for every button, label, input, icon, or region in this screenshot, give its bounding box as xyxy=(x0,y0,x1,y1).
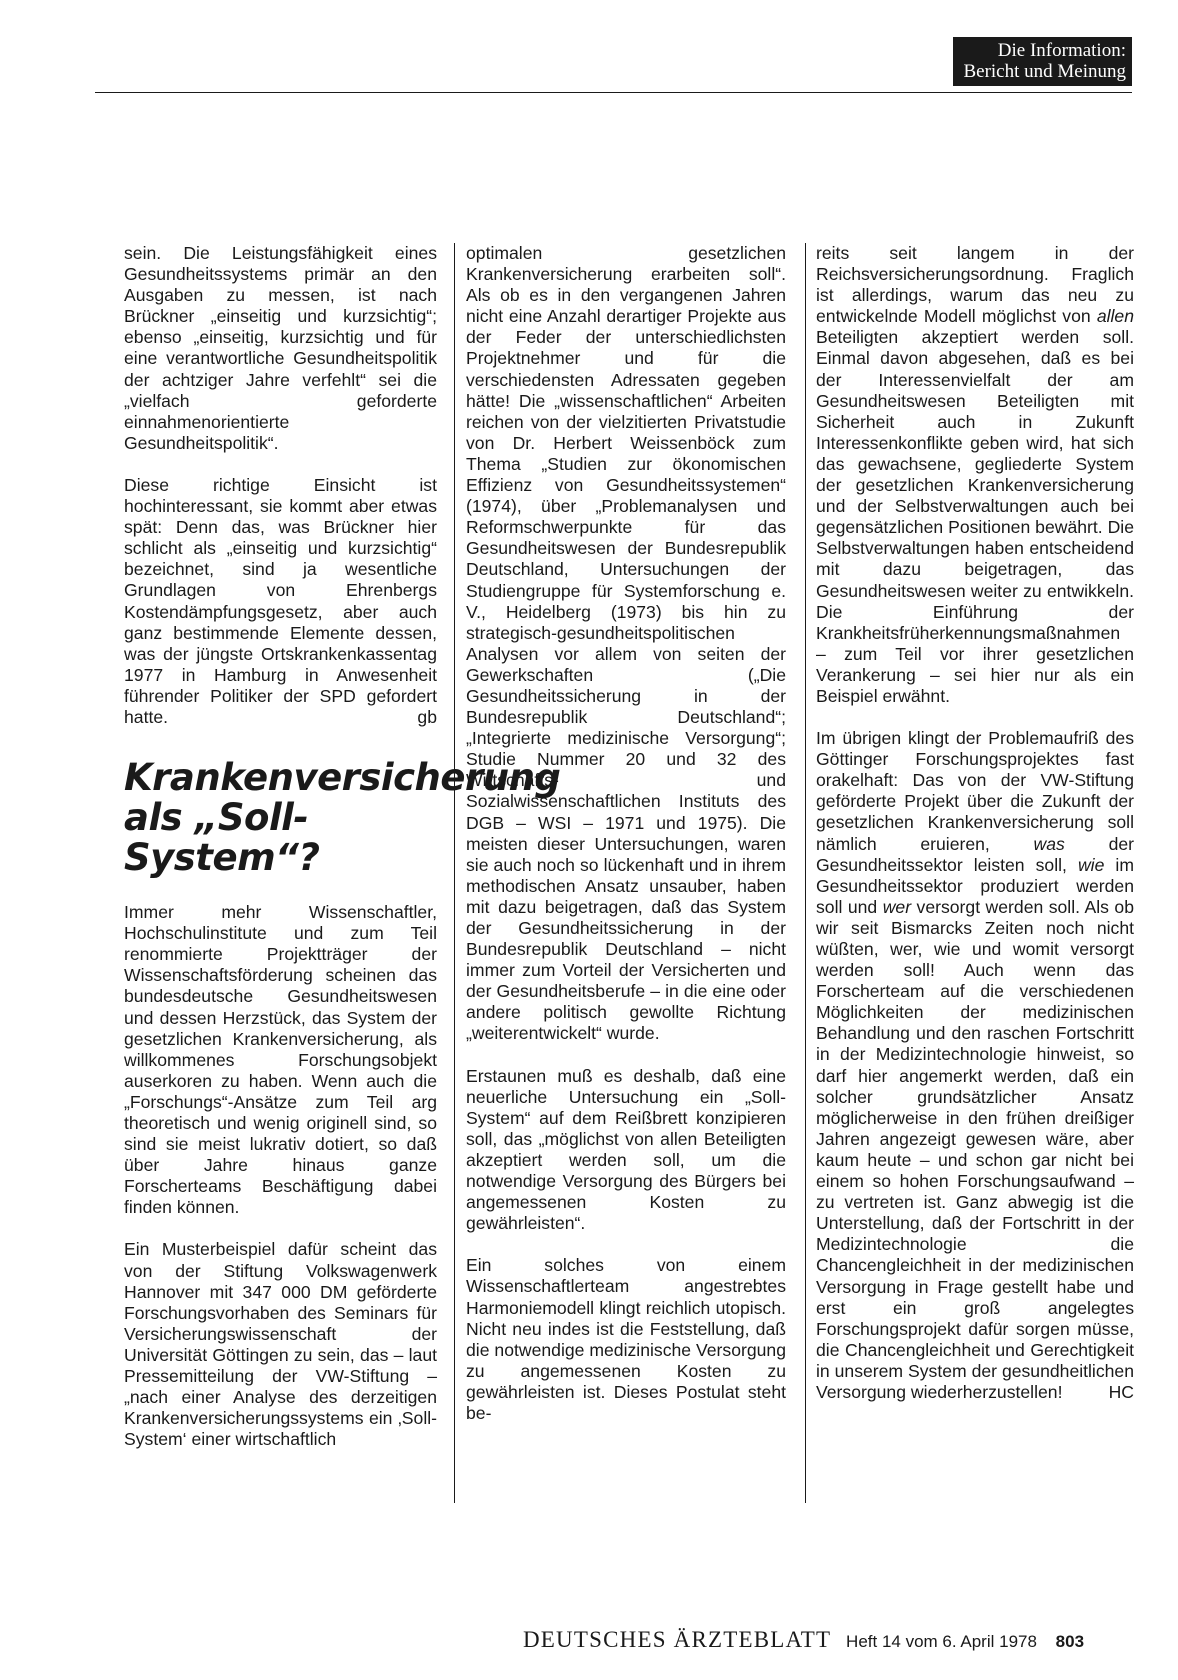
column-3 xyxy=(816,243,1134,1424)
text-run: im Gesundheitssektor produziert werden soll und xyxy=(816,854,1134,917)
column-divider-1 xyxy=(454,243,455,1503)
paragraph: Erstaunen muß es deshalb, daß eine neuerliche Untersuchung ein „Soll-System“ auf dem Reißbrett konzipieren soll, das „möglichst von allen Beteiligten akzeptiert werden soll, um die notwendige Versorgung des Bürgers bei angemessenen Kosten zu gewährleisten“. xyxy=(466,1065,786,1234)
paragraph xyxy=(124,475,437,728)
article-headline: Krankenversicherung als „Soll-System“? xyxy=(124,756,561,880)
emphasis: allen xyxy=(1096,306,1134,327)
text-run: reits seit langem in der Reichsversicherungsordnung. Fraglich ist allerdings, warum das neu zu entwickelnde Modell möglichst von xyxy=(816,243,1134,327)
page-number: 803 xyxy=(1055,1632,1085,1651)
text-run: versorgt werden soll. Als ob wir seit Bismarcks Zeiten noch nicht wüßten, wer, wie und womit versorgt werden soll! Auch wenn das Forscherteam auf die verschiedenen Möglichkeiten der medizinischen Behandlung und den raschen Fortschritt in der Medizintechnologie hinweist, so darf hier angemerkt werden, daß ein solcher grundsätzlicher Ansatz möglicherweise in den frühen dreißiger Jahren angezeigt gewesen wäre, aber kaum heute – und schon gar nicht bei einem so hohen Forschungsaufwand – zu vertreten ist. Ganz abwegig ist die Unterstellung, daß der Fortschritt in der Medizintechnologie die Chancengleichheit in der medizinischen Versorgung in Frage gestellt habe und erst ein groß angelegtes Forschungsprojekt dafür sorgen müsse, die Chancengleichheit und Gerechtigkeit in unserem System der gesundheitlichen Versorgung wiederherzustellen! xyxy=(816,896,1134,1402)
header-rule xyxy=(95,92,1132,93)
author-initials: gb xyxy=(417,706,437,727)
author-initials: HC xyxy=(1108,1381,1134,1402)
column-divider-2 xyxy=(805,243,806,1503)
rubric-line-2: Bericht und Meinung xyxy=(963,61,1126,82)
paragraph-text: Diese richtige Einsicht ist hochinteressant, sie kommt aber etwas spät: Denn das, was Brückner hier schlicht als „einseitig und kurzsichtig“ bezeichnet, sind ja wesentliche Grundlagen von Ehrenbergs Kostendämpfungsgesetz, aber auch ganz bestimmende Elemente dessen, was der jüngste Ortskrankenkassentag 1977 in Hamburg in Anwesenheit führender Politiker der SPD gefordert hatte. xyxy=(124,474,437,727)
text-run: Im übrigen klingt der Problemaufriß des Göttinger Forschungsprojektes fast orakelhaft: Das von der VW-Stiftung geförderte Projekt über die Zukunft der gesetzlichen Krankenversicherung soll nämlich eruieren, xyxy=(816,728,1134,854)
text-run: der Gesundheitssektor leisten soll, xyxy=(816,833,1134,875)
paragraph: Ein Musterbeispiel dafür scheint das von der Stiftung Volkswagenwerk Hannover mit 347 000 DM geförderte Forschungsvorhaben des Seminars für Versicherungswissenschaft der Universität Göttingen zu sein, das – laut Pressemitteilung der VW-Stiftung – „nach einer Analyse des derzeitigen Krankenversicherungssystems ein ‚Soll-System‘ einer wirtschaftlich xyxy=(124,1239,437,1450)
text-run: Beteiligten akzeptiert werden soll. Einmal davon abgesehen, daß es bei der Interessenvielfalt der am Gesundheitswesen Beteiligten mit Sicherheit auch in Zukunft Interessenkonflikte geben wird, hat sich das gewachsene, gegliederte System der gesetzlichen Krankenversicherung und der Selbstverwaltungen auch bei gegensätzlichen Positionen bewährt. Die Selbstverwaltungen haben entscheidend mit dazu beigetragen, das Gesundheitswesen weiter zu entwikkeln. Die Einführung der Krankheitsfrüherkennungsmaßnahmen – zum Teil vor ihrer gesetzlichen Verankerung – sei hier nur als ein Beispiel erwähnt. xyxy=(816,327,1134,706)
column-2 xyxy=(466,243,786,1445)
paragraph: sein. Die Leistungsfähigkeit eines Gesundheitssystems primär an den Ausgaben zu messen, ist nach Brückner „einseitig und kurzsichtig“; ebenso „einseitig, kurzsichtig und für eine verantwortliche Gesundheitspolitik der achtziger Jahre verfehlt“ sei die „vielfach geforderte einnahmenorientierte Gesundheitspolitik“. xyxy=(124,243,437,453)
emphasis: wer xyxy=(882,896,912,917)
emphasis: was xyxy=(1033,833,1065,854)
journal-name: DEUTSCHES ÄRZTEBLATT xyxy=(523,1627,832,1652)
paragraph: Ein solches von einem Wissenschaftlerteam angestrebtes Harmoniemodell klingt reichlich utopisch. Nicht neu indes ist die Feststellung, daß die notwendige medizinische Versorgung zu angemessenen Kosten zu gewährleisten ist. Dieses Postulat steht be- xyxy=(466,1255,786,1423)
paragraph: optimalen gesetzlichen Krankenversicherung erarbeiten soll“. Als ob es in den vergangenen Jahren nicht eine Anzahl derartiger Projekte aus der Feder der unterschiedlichsten Projektnehmer und für die verschiedensten Adressaten gegeben hätte! Die „wissenschaftlichen“ Arbeiten reichen von der vielzitierten Privatstudie von Dr. Herbert Weissenböck zum Thema „Studien zur ökonomischen Effizienz von Gesundheitssystemen“ (1974), über „Problemanalysen und Reformschwerpunkte für das Gesundheitswesen der Bundesrepublik Deutschland, Untersuchungen der Studiengruppe für Systemforschung e. V., Heidelberg (1973) bis hin zu strategisch-gesundheitspolitischen Analysen vor allem von seiten der Gewerkschaften („Die Gesundheitssicherung in der Bundesrepublik Deutschland“; „Integrierte medizinische Versorgung“; Studie Nummer 20 und 32 des Wirtschafts- und Sozialwissenschaftlichen Instituts des DGB – WSI – 1971 und 1975). Die meisten dieser Untersuchungen, waren sie auch noch so lückenhaft und in ihrem methodischen Ansatz unsauber, haben mit dazu beigetragen, daß das System der Gesundheitssicherung in der Bundesrepublik Deutschland – nicht immer zum Vorteil der Versicherten und der Gesundheitsberufe – in die eine oder andere politisch gewollte Richtung „weiterentwickelt“ wurde. xyxy=(466,243,786,1044)
issue-info: Heft 14 vom 6. April 1978 xyxy=(846,1632,1037,1651)
page-footer xyxy=(523,1627,1084,1653)
paragraph: Immer mehr Wissenschaftler, Hochschulinstitute und zum Teil renommierte Projektträger der Wissenschaftsförderung scheinen das bundesdeutsche Gesundheitswesen und dessen Herzstück, das System der gesetzlichen Krankenversicherung, als willkommenes Forschungsobjekt auserkoren zu haben. Wenn auch die „Forschungs“-Ansätze zum Teil arg theoretisch und wenig originell sind, so sind sie meist lukrativ dotiert, so daß über Jahre hinaus ganze Forscherteams Beschäftigung dabei finden können. xyxy=(124,902,437,1218)
paragraph xyxy=(816,728,1134,1403)
paragraph xyxy=(816,243,1134,707)
emphasis: wie xyxy=(1077,854,1105,875)
column-1 xyxy=(124,243,561,1471)
rubric-line-1: Die Information: xyxy=(997,40,1126,61)
section-rubric xyxy=(953,37,1132,86)
